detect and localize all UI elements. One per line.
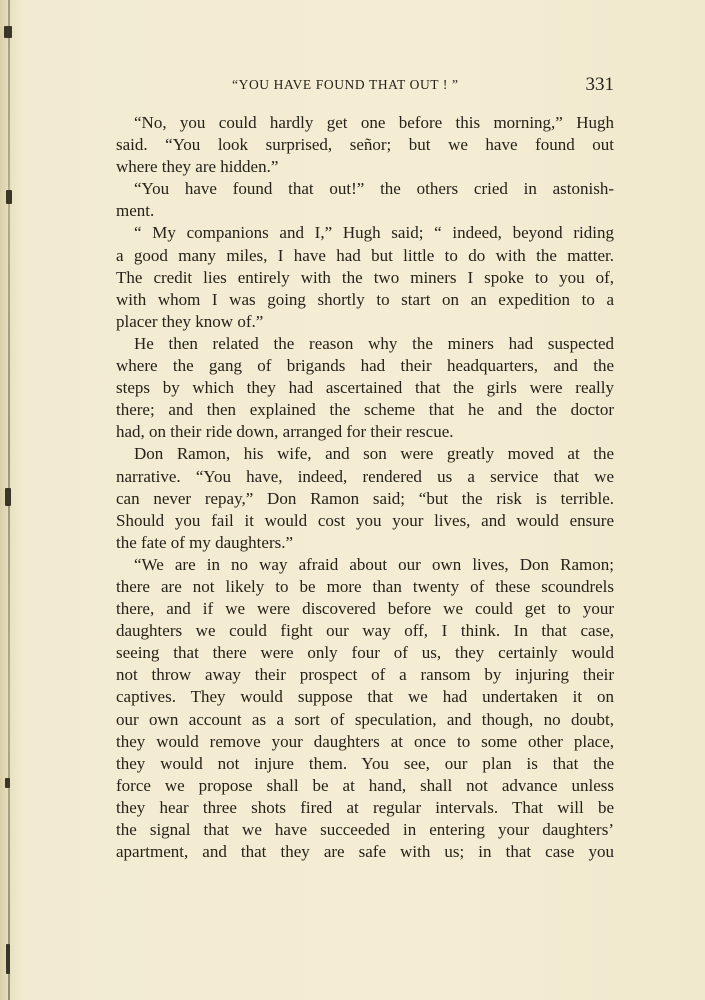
text-line: not throw away their prospect of a ransom by injuring their xyxy=(116,665,614,685)
running-title: “YOU HAVE FOUND THAT OUT ! ” xyxy=(232,77,459,92)
text-line: Should you fail it would cost you your lives, and would ensure xyxy=(116,510,614,530)
text-line: said. “You look surprised, señor; but we have found out xyxy=(116,135,614,155)
text-line: there are not likely to be more than twenty of these scoundrels xyxy=(116,576,614,596)
text-line: apartment, and that they are safe with us; in that case you xyxy=(116,842,614,862)
text-line: He then related the reason why the miners had suspected xyxy=(134,333,614,353)
text-line: they hear three shots fired at regular intervals. That will be xyxy=(116,797,614,817)
text-line: there; and then explained the scheme that he and the doctor xyxy=(116,400,614,420)
body-text xyxy=(116,112,614,863)
text-line: ment. xyxy=(116,201,155,221)
gutter-mark xyxy=(4,26,12,38)
text-line: “We are in no way afraid about our own lives, Don Ramon; xyxy=(134,554,614,574)
gutter-mark xyxy=(6,190,12,204)
gutter-mark xyxy=(6,944,10,974)
page-number: 331 xyxy=(585,74,614,95)
running-head xyxy=(116,76,614,98)
text-line: “You have found that out!” the others cried in astonish- xyxy=(134,179,614,199)
text-line: there, and if we were discovered before we could get to your xyxy=(116,599,614,619)
text-line: The credit lies entirely with the two miners I spoke to you of, xyxy=(116,267,614,287)
text-line: with whom I was going shortly to start on an expedition to a xyxy=(116,289,614,309)
text-line: narrative. “You have, indeed, rendered us a service that we xyxy=(116,466,614,486)
text-line: our own account as a sort of speculation, and though, no doubt, xyxy=(116,709,614,729)
gutter-mark xyxy=(5,488,11,506)
text-line: had, on their ride down, arranged for their rescue. xyxy=(116,422,454,442)
text-line: “No, you could hardly get one before this morning,” Hugh xyxy=(134,113,614,132)
text-line: they would remove your daughters at once to some other place, xyxy=(116,731,614,751)
text-line: they would not injure them. You see, our plan is that the xyxy=(116,753,614,773)
text-line: the signal that we have succeeded in entering your daughters’ xyxy=(116,820,614,839)
text-line: where the gang of brigands had their headquarters, and the xyxy=(116,356,614,376)
gutter-mark xyxy=(5,778,10,788)
text-line: can never repay,” Don Ramon said; “but the risk is terrible. xyxy=(116,488,614,508)
text-line: Don Ramon, his wife, and son were greatly moved at the xyxy=(134,444,614,464)
text-line: steps by which they had ascertained that the girls were really xyxy=(116,378,614,398)
text-line: force we propose shall be at hand, shall not advance unless xyxy=(116,775,614,795)
text-line: “ My companions and I,” Hugh said; “ indeed, beyond riding xyxy=(134,223,614,243)
text-line: daughters we could fight our way off, I think. In that case, xyxy=(116,621,614,641)
text-line: placer they know of.” xyxy=(116,311,264,331)
text-line: captives. They would suppose that we had undertaken it on xyxy=(116,687,614,707)
text-line: a good many miles, I have had but little to do with the matter. xyxy=(116,245,614,265)
text-line: where they are hidden.” xyxy=(116,157,279,177)
text-line: seeing that there were only four of us, they certainly would xyxy=(116,643,614,663)
text-line: the fate of my daughters.” xyxy=(116,532,294,552)
